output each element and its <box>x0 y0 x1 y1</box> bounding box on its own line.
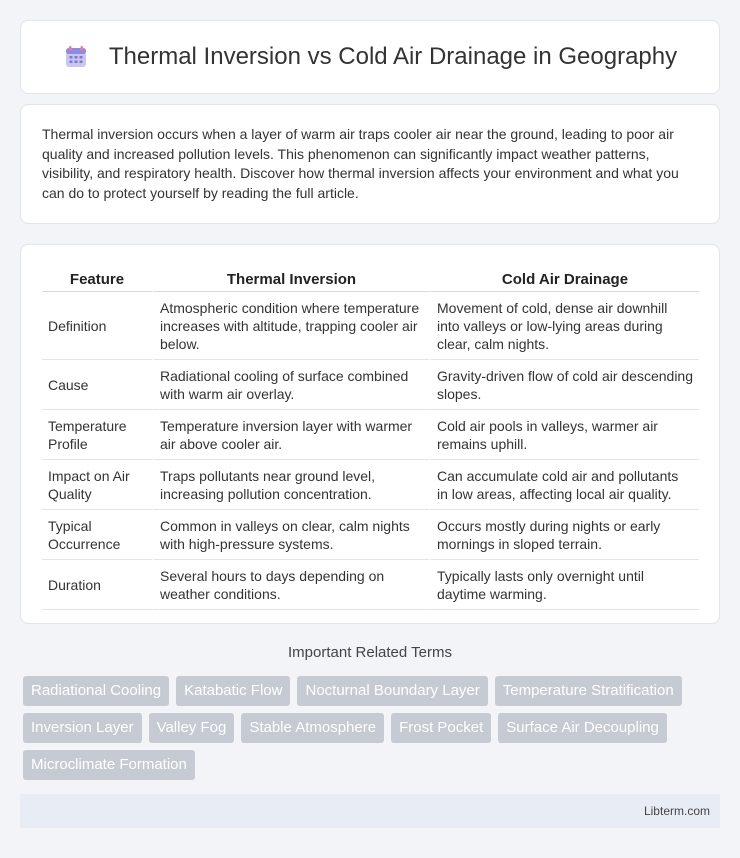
thermal-inversion-cell: Atmospheric condition where temperature increases with altitude, trapping cooler air below. <box>152 292 429 360</box>
thermal-inversion-cell: Common in valleys on clear, calm nights with high-pressure systems. <box>152 510 429 560</box>
page-title: Thermal Inversion vs Cold Air Drainage in Geography <box>108 43 678 70</box>
intro-paragraph: Thermal inversion occurs when a layer of warm air traps cooler air near the ground, leading to poor air quality and increased pollution levels. This phenomenon can significantly impact weather patterns, visibility, and respiratory health. Discover how thermal inversion affects your environment and what you can do to protect yourself by reading the full article. <box>42 126 679 201</box>
table-row <box>42 292 699 360</box>
related-term-tag[interactable]: Frost Pocket <box>391 713 491 743</box>
related-terms-list <box>23 676 723 787</box>
table-header-row <box>42 265 699 292</box>
thermal-inversion-cell: Radiational cooling of surface combined with warm air overlay. <box>152 360 429 410</box>
related-term-tag[interactable]: Inversion Layer <box>23 713 142 743</box>
feature-cell: Temperature Profile <box>42 410 152 460</box>
feature-cell: Typical Occurrence <box>42 510 152 560</box>
related-term-tag[interactable]: Valley Fog <box>149 713 235 743</box>
feature-cell: Duration <box>42 560 152 610</box>
feature-cell: Definition <box>42 292 152 360</box>
title-card <box>20 20 720 94</box>
comparison-table-card <box>20 244 720 624</box>
table-row <box>42 360 699 410</box>
related-term-tag[interactable]: Surface Air Decoupling <box>498 713 667 743</box>
related-term-tag[interactable]: Nocturnal Boundary Layer <box>297 676 487 706</box>
thermal-inversion-cell: Temperature inversion layer with warmer air above cooler air. <box>152 410 429 460</box>
related-term-tag[interactable]: Radiational Cooling <box>23 676 169 706</box>
document-grid-icon <box>63 44 89 70</box>
related-term-tag[interactable]: Temperature Stratification <box>495 676 682 706</box>
table-row <box>42 510 699 560</box>
header-feature: Feature <box>42 265 152 292</box>
related-term-tag[interactable]: Stable Atmosphere <box>241 713 384 743</box>
header-thermal-inversion: Thermal Inversion <box>152 265 429 292</box>
cold-air-drainage-cell: Gravity-driven flow of cold air descending slopes. <box>429 360 699 410</box>
table-row <box>42 460 699 510</box>
related-term-tag[interactable]: Katabatic Flow <box>176 676 290 706</box>
footer-site-link[interactable]: Libterm.com <box>643 804 710 818</box>
cold-air-drainage-cell: Movement of cold, dense air downhill into valleys or low-lying areas during clear, calm nights. <box>429 292 699 360</box>
thermal-inversion-cell: Several hours to days depending on weather conditions. <box>152 560 429 610</box>
related-term-tag[interactable]: Microclimate Formation <box>23 750 195 780</box>
related-terms-title: Important Related Terms <box>288 644 452 661</box>
footer <box>20 794 720 828</box>
table-row <box>42 410 699 460</box>
cold-air-drainage-cell: Occurs mostly during nights or early mornings in sloped terrain. <box>429 510 699 560</box>
feature-cell: Cause <box>42 360 152 410</box>
cold-air-drainage-cell: Cold air pools in valleys, warmer air remains uphill. <box>429 410 699 460</box>
comparison-table <box>42 265 699 610</box>
thermal-inversion-cell: Traps pollutants near ground level, increasing pollution concentration. <box>152 460 429 510</box>
cold-air-drainage-cell: Can accumulate cold air and pollutants in low areas, affecting local air quality. <box>429 460 699 510</box>
header-cold-air-drainage: Cold Air Drainage <box>429 265 699 292</box>
feature-cell: Impact on Air Quality <box>42 460 152 510</box>
intro-card <box>20 104 720 224</box>
table-row <box>42 560 699 610</box>
cold-air-drainage-cell: Typically lasts only overnight until daytime warming. <box>429 560 699 610</box>
